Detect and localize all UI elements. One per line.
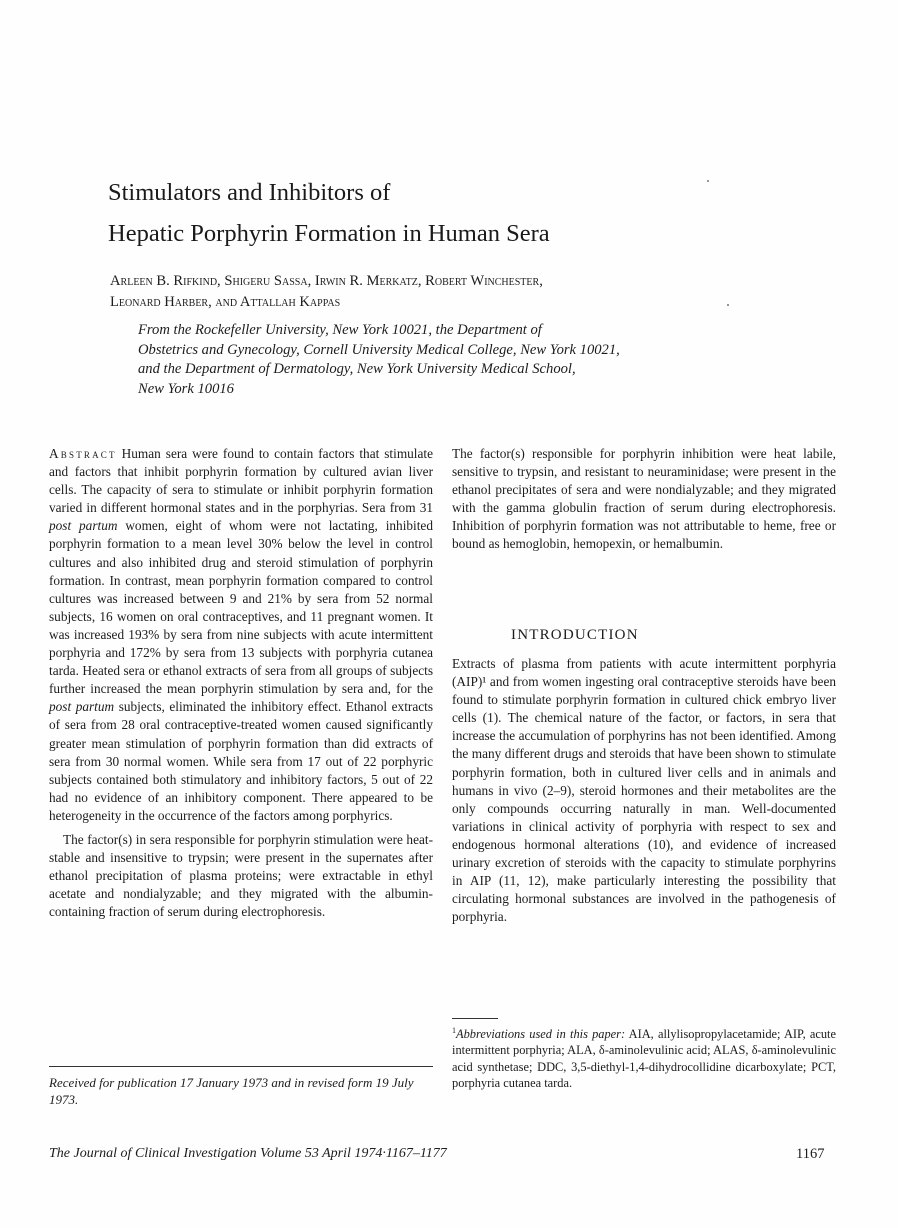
scan-speck: [727, 304, 729, 306]
abstract-label: Abstract: [49, 446, 117, 461]
abstract-continuation-column: [452, 445, 836, 554]
journal-citation: The Journal of Clinical Investigation Volume 53 April 1974·1167–1177: [49, 1146, 447, 1161]
footnote-label: Abbreviations used in this paper:: [456, 1027, 626, 1042]
received-divider: [49, 1066, 433, 1067]
introduction-body: [452, 655, 836, 926]
received-note: Received for publication 17 January 1973 and in revised form 19 July 1973.: [49, 1075, 414, 1107]
author-line-1: Arleen B. Rifkind, Shigeru Sassa, Irwin R. Merkatz, Robert Winchester,: [110, 273, 543, 289]
introduction-heading: INTRODUCTION: [511, 627, 639, 643]
title-line-1: Stimulators and Inhibitors of: [108, 179, 391, 206]
affiliation-line-4: New York 10016: [138, 380, 234, 397]
affiliation-line-3: and the Department of Dermatology, New York University Medical School,: [138, 361, 576, 377]
scan-speck: [707, 180, 709, 182]
page-number: 1167: [796, 1146, 825, 1162]
affiliation-line-2: Obstetrics and Gynecology, Cornell University Medical College, New York 10021,: [138, 341, 620, 358]
affiliation-line-1: From the Rockefeller University, New York 10021, the Department of: [138, 322, 542, 338]
author-line-2: Leonard Harber, and Attallah Kappas: [110, 294, 341, 310]
abstract-column: [49, 445, 433, 921]
introduction-paragraph-1: Extracts of plasma from patients with acute intermittent porphyria (AIP)¹ and from women ingesting oral contraceptive steroids have been found to stimulate porphyrin formation in cultured chick embryo liver cells (1). The chemical nature of the factor, or factors, in sera that increase the accumulation of porphyrins has not been identified. Among the many different drugs and steroids that have been shown to stimulate porphyrin formation, both in cultured liver cells and in animals and humans in vivo (2–9), steroid hormones and their metabolites are the only compounds occurring naturally in man. Well-documented variations in clinical activity of porphyria with respect to sex and endogenous hormonal alterations (10), and evidence of increased urinary excretion of steroids with the capacity to stimulate porphyrins in AIP (11, 12), make particularly interesting the possibility that circulating hormonal substances are involved in the pathogenesis of porphyria.: [452, 656, 836, 925]
footnote-mark: 1: [452, 1026, 456, 1035]
abstract-text-1: Human sera were found to contain factors that stimulate and factors that inhibit porphyrin formation by cultured avian liver cells. The capacity of sera to stimulate or inhibit porphyrin formation varied in different hormonal states and in the porphyrias. Sera from 31 post partum women, eight of whom were not lactating, inhibited porphyrin formation to a mean level 30% below the level in control cultures and also inhibited drug and steroid stimulation of porphyrin formation. In contrast, mean porphyrin formation compared to control cultures was increased between 9 and 21% by sera from 52 normal subjects, 16 women on oral contraceptives, and 11 pregnant women. It was increased 193% by sera from nine subjects with acute intermittent porphyria and 172% by sera from 13 subjects with porphyria cutanea tarda. Heated sera or ethanol extracts of sera from all groups of subjects further increased the mean porphyrin stimulation by sera and, for the post partum subjects, eliminated the inhibitory effect. Ethanol extracts of sera from 28 oral contraceptive-treated women caused significantly greater mean stimulation of porphyrin formation than did extracts of sera from 30 normal women. While sera from 17 out of 22 porphyric subjects contained both stimulatory and inhibitory factors, 5 out of 22 had no evidence of an inhibitory component. There appeared to be heterogeneity in the occurrence of the factors among porphyrics.: [49, 446, 434, 823]
abstract-paragraph-3: The factor(s) responsible for porphyrin inhibition were heat labile, sensitive to trypsin, and resistant to neuraminidase; were present in the ethanol precipitates of sera and were nondialyzable; and they migrated with the gamma globulin fraction of serum during electrophoresis. Inhibition of porphyrin formation was not attributable to heme, free or bound as hemoglobin, hemopexin, or hemalbumin.: [452, 446, 836, 552]
affiliation: [138, 321, 738, 399]
footnote-divider: [452, 1018, 498, 1019]
footnote: [452, 1023, 836, 1091]
abstract-paragraph-2: The factor(s) in sera responsible for porphyrin stimulation were heat-stable and insensitive to trypsin; were present in the supernates after ethanol precipitation of plasma proteins; were extractable in ethyl acetate and nondialyzable; and they migrated with the albumin-containing fraction of serum during electrophoresis.: [49, 831, 433, 920]
author-list: [110, 271, 750, 313]
title-line-2: Hepatic Porphyrin Formation in Human Sera: [108, 220, 550, 247]
footnote-text: AIA, allylisopropylacetamide; AIP, acute intermittent porphyria; ALA, δ-aminolevulinic acid; ALAS, δ-aminolevulinic acid synthetase; DDC, 3,5-diethyl-1,4-dihydrocollidine dicarboxylate; PCT, porphyria cutanea tarda.: [452, 1027, 836, 1090]
abstract-paragraph-1: [49, 445, 433, 825]
article-title: [108, 172, 748, 254]
